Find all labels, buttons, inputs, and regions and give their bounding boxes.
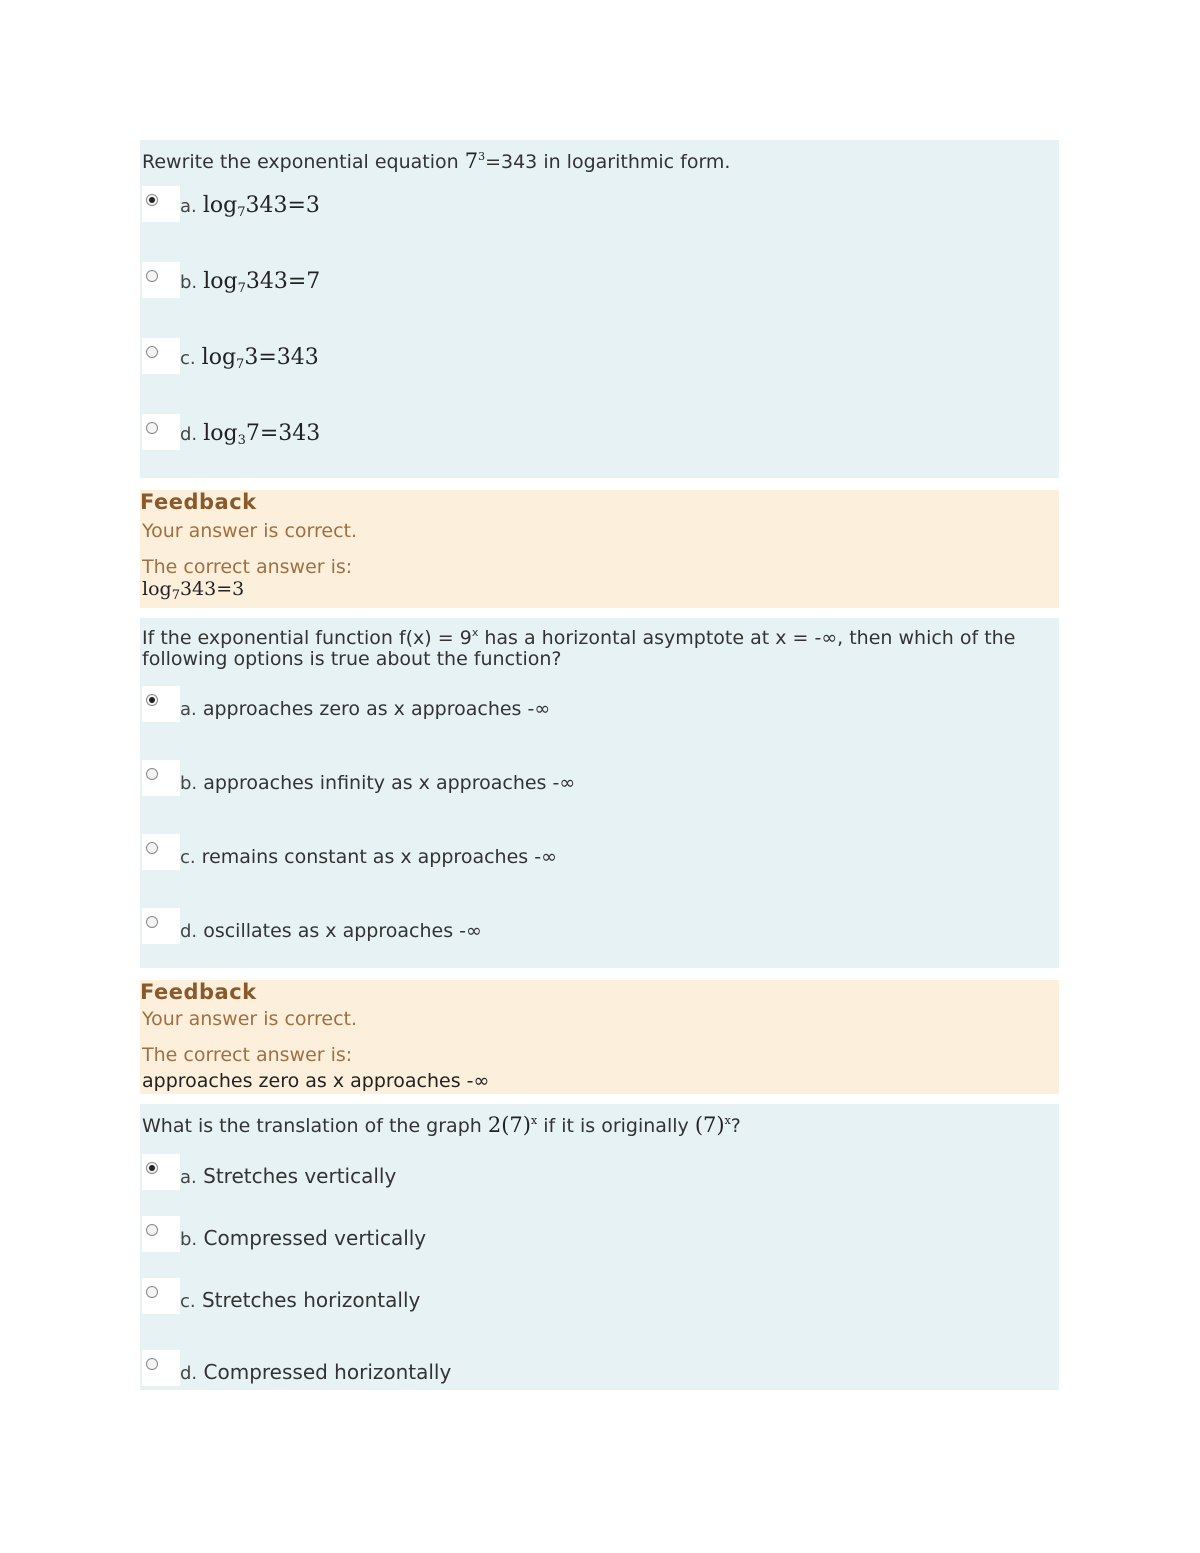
- correct-answer: approaches zero as x approaches -∞: [142, 1070, 490, 1092]
- feedback-2-panel: [140, 980, 1059, 1094]
- q2-radio-d[interactable]: [146, 916, 158, 928]
- correct-answer: $\log_7343=3$: [142, 578, 245, 603]
- q3-option-c[interactable]: c. Stretches horizontally: [140, 1278, 740, 1318]
- q2-radio-a[interactable]: [146, 694, 158, 706]
- correct-answer-label: The correct answer is:: [142, 556, 353, 578]
- q3-option-b[interactable]: b. Compressed vertically: [140, 1216, 740, 1256]
- q3-option-d[interactable]: d. Compressed horizontally: [140, 1350, 740, 1390]
- question-3-text: What is the translation of the graph $2(7)^x$ if it is originally $(7)^x$?: [142, 1113, 741, 1137]
- q3-radio-d[interactable]: [146, 1358, 158, 1370]
- correct-answer-label: The correct answer is:: [142, 1044, 353, 1066]
- q2-radio-c[interactable]: [146, 842, 158, 854]
- question-2-text: If the exponential function $f(x) = 9^x$ has a horizontal asymptote at x = -∞, then which of the: [142, 626, 1016, 649]
- q1-option-a[interactable]: a. $\log_7343=3$: [140, 186, 740, 226]
- feedback-status: Your answer is correct.: [142, 520, 358, 542]
- question-1-text: Rewrite the exponential equation $7^3=343$ in logarithmic form.: [142, 149, 731, 173]
- q3-radio-c[interactable]: [146, 1286, 158, 1298]
- q1-option-b[interactable]: b. $\log_7343=7$: [140, 262, 740, 302]
- q2-option-a[interactable]: a. approaches zero as x approaches -∞: [140, 686, 740, 726]
- question-2-text-line2: following options is true about the function?: [142, 648, 562, 670]
- q2-radio-b[interactable]: [146, 768, 158, 780]
- q1-radio-c[interactable]: [146, 346, 158, 358]
- q2-option-b[interactable]: b. approaches infinity as x approaches -∞: [140, 760, 740, 800]
- q1-radio-a[interactable]: [146, 194, 158, 206]
- q3-option-a[interactable]: a. Stretches vertically: [140, 1154, 740, 1194]
- q1-radio-d[interactable]: [146, 422, 158, 434]
- q1-option-d[interactable]: d. $\log_37=343$: [140, 414, 740, 454]
- q1-option-c[interactable]: c. $\log_73=343$: [140, 338, 740, 378]
- feedback-heading: Feedback: [140, 490, 257, 514]
- q1-radio-b[interactable]: [146, 270, 158, 282]
- feedback-heading: Feedback: [140, 980, 257, 1004]
- q3-radio-b[interactable]: [146, 1224, 158, 1236]
- question-1-panel: [140, 140, 1059, 478]
- feedback-1-panel: [140, 490, 1059, 608]
- q2-option-c[interactable]: c. remains constant as x approaches -∞: [140, 834, 740, 874]
- feedback-status: Your answer is correct.: [142, 1008, 358, 1030]
- q3-radio-a[interactable]: [146, 1162, 158, 1174]
- question-3-panel: [140, 1104, 1059, 1390]
- question-2-panel: [140, 618, 1059, 968]
- q2-option-d[interactable]: d. oscillates as x approaches -∞: [140, 908, 740, 948]
